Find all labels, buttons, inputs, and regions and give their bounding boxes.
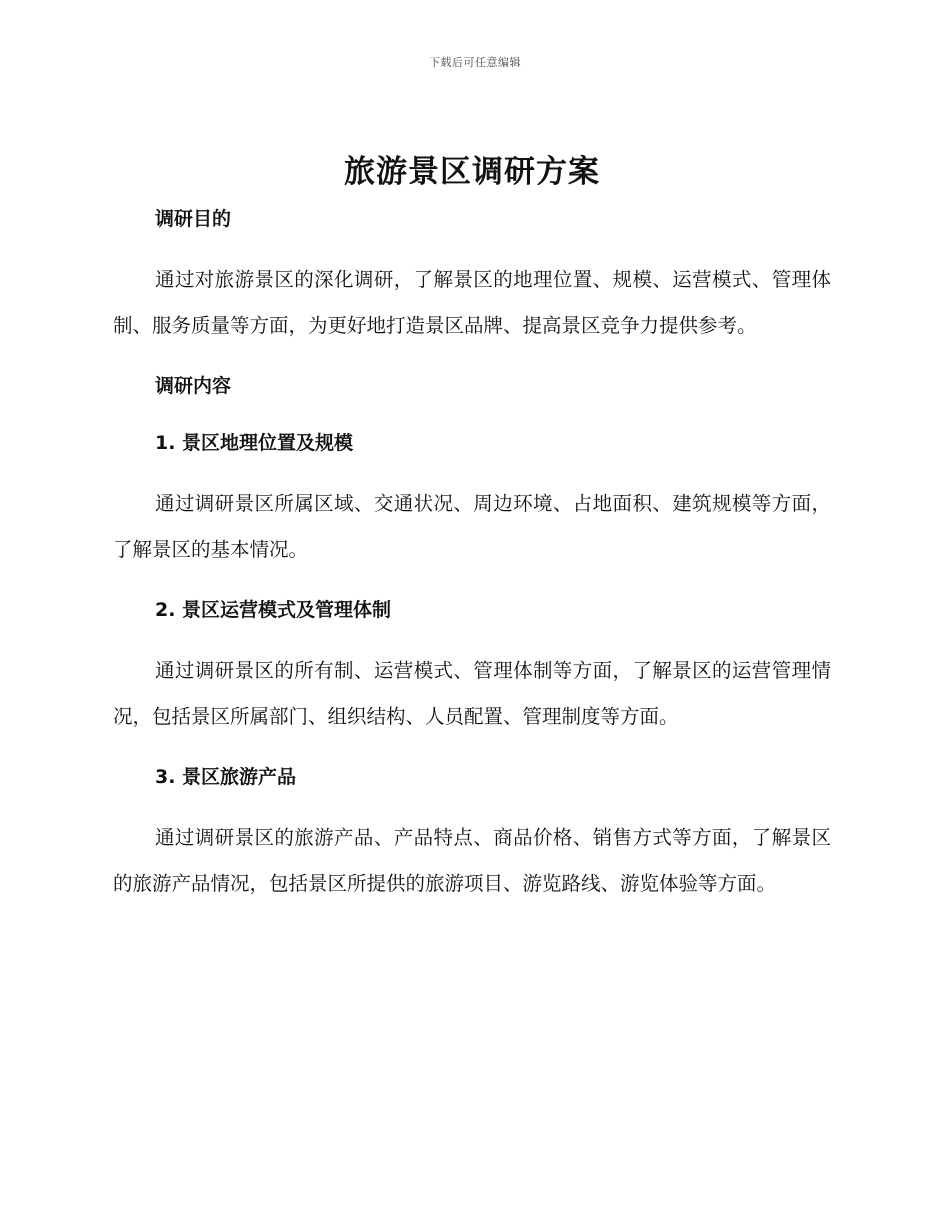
document-title: 旅游景区调研方案	[344, 154, 600, 190]
section-paragraph-location-scale: 通过调研景区所属区域、交通状况、周边环境、占地面积、建筑规模等方面，了解景区的基本情况。	[113, 492, 831, 561]
section-heading-operation-management: 2. 景区运营模式及管理体制	[155, 599, 392, 621]
section-paragraph-purpose: 通过对旅游景区的深化调研，了解景区的地理位置、规模、运营模式、管理体制、服务质量等方面，为更好地打造景区品牌、提高景区竞争力提供参考。	[113, 268, 831, 337]
section-heading-content: 调研内容	[155, 375, 232, 397]
section-heading-location-scale: 1. 景区地理位置及规模	[155, 432, 354, 454]
page-header-note: 下载后可任意编辑	[429, 56, 521, 69]
section-paragraph-tourism-products: 通过调研景区的旅游产品、产品特点、商品价格、销售方式等方面，了解景区的旅游产品情况，包括景区所提供的旅游项目、游览路线、游览体验等方面。	[113, 826, 831, 895]
section-heading-purpose: 调研目的	[155, 208, 232, 230]
document-body	[113, 150, 831, 906]
section-paragraph-operation-management: 通过调研景区的所有制、运营模式、管理体制等方面，了解景区的运营管理情况，包括景区所属部门、组织结构、人员配置、管理制度等方面。	[113, 659, 831, 728]
section-heading-tourism-products: 3. 景区旅游产品	[155, 766, 297, 788]
